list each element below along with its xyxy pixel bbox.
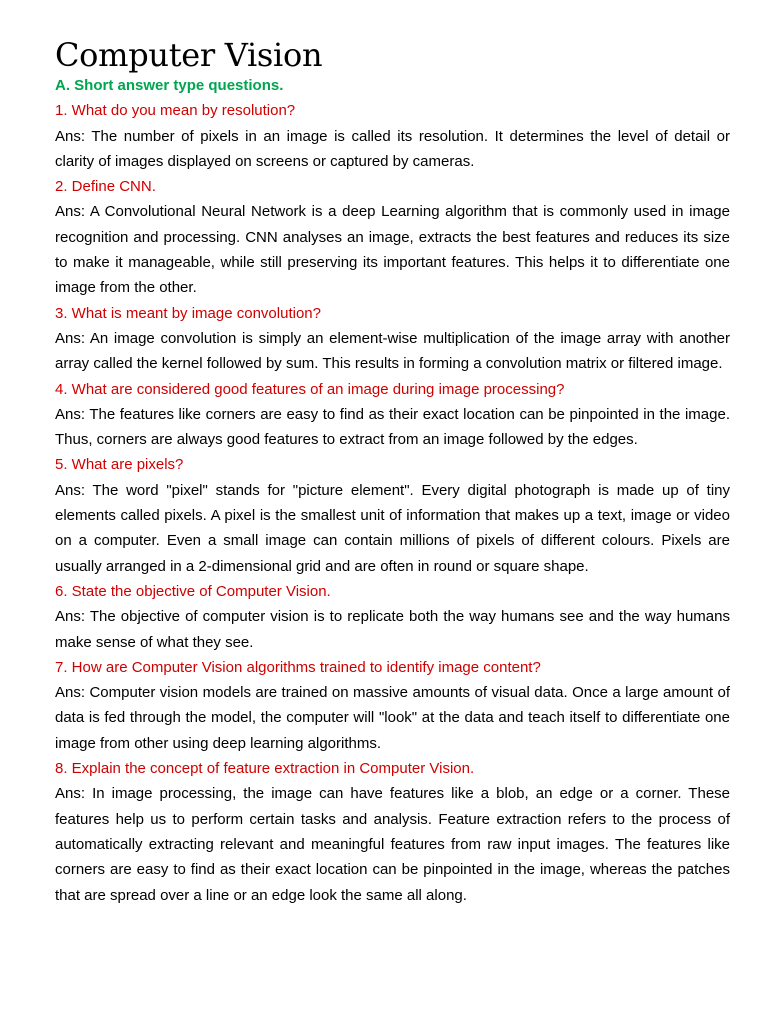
qa-item — [55, 579, 730, 655]
answer-text: Ans: A Convolutional Neural Network is a deep Learning algorithm that is commonly used in image recognition and processing. CNN analyses an image, extracts the best features and reduces its size to make it manageable, while still preserving its important features. This helps it to differentiate one image from the other. — [55, 203, 730, 297]
qa-item — [55, 452, 730, 578]
question-text: 5. What are pixels? — [55, 456, 184, 474]
answer-text: Ans: Computer vision models are trained on massive amounts of visual data. Once a large amount of data is fed through the model, the computer will "look" at the data and teach itself to differentiate one image from other using deep learning algorithms. — [55, 684, 730, 752]
page-title: Computer Vision — [55, 36, 323, 74]
question-text: 1. What do you mean by resolution? — [55, 102, 296, 120]
document-page — [55, 36, 730, 908]
question-text: 4. What are considered good features of an image during image processing? — [55, 380, 565, 398]
qa-item — [55, 377, 730, 453]
question-text: 8. Explain the concept of feature extraction in Computer Vision. — [55, 760, 475, 778]
qa-item — [55, 655, 730, 756]
section-heading: A. Short answer type questions. — [55, 77, 284, 94]
qa-item — [55, 174, 730, 300]
question-text: 6. State the objective of Computer Vision. — [55, 582, 331, 600]
answer-text: Ans: The features like corners are easy to find as their exact location can be pinpointed in the image. Thus, corners are always good features to extract from an image followed by the edges. — [55, 405, 730, 449]
question-text: 2. Define CNN. — [55, 178, 156, 196]
answer-text: Ans: The number of pixels in an image is called its resolution. It determines the level of detail or clarity of images displayed on screens or captured by cameras. — [55, 127, 730, 170]
qa-item — [55, 98, 730, 174]
answer-text: Ans: An image convolution is simply an element-wise multiplication of the image array with another array called the kernel followed by sum. This results in forming a convolution matrix or filtered image. — [55, 329, 730, 373]
answer-text: Ans: The objective of computer vision is to replicate both the way humans see and the way humans make sense of what they see. — [55, 608, 730, 651]
answer-text: Ans: In image processing, the image can have features like a blob, an edge or a corner. These features help us to perform certain tasks and analysis. Feature extraction refers to the process of automatically extracting relevant and meaningful features from raw input images. The features like corners are easy to find as their exact location can be pinpointed in the image, whereas the patches that are spread over a line or an edge look the same all along. — [55, 785, 730, 904]
question-text: 7. How are Computer Vision algorithms trained to identify image content? — [55, 658, 541, 676]
qa-item — [55, 756, 730, 908]
question-text: 3. What is meant by image convolution? — [55, 304, 321, 322]
answer-text: Ans: The word "pixel" stands for "picture element". Every digital photograph is made up of tiny elements called pixels. A pixel is the smallest unit of information that makes up a text, image or video on a computer. Even a small image can contain millions of pixels of different colours. Pixels are usually arranged in a 2-dimensional grid and are often in round or square shape. — [55, 481, 730, 575]
qa-item — [55, 301, 730, 377]
